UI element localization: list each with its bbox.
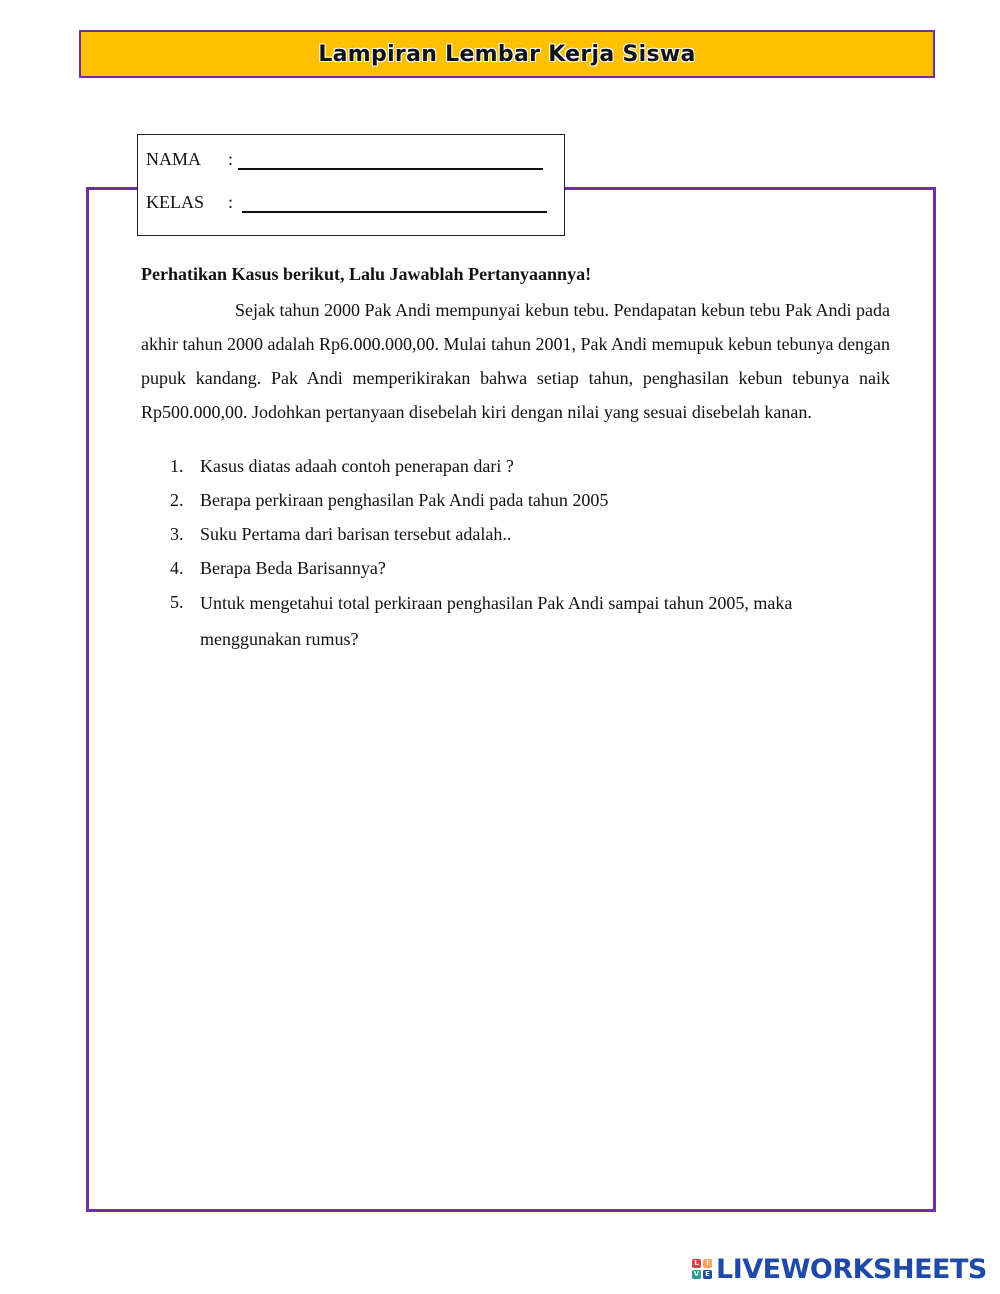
logo-text: LIVEWORKSHEETS <box>716 1253 987 1285</box>
nama-label: NAMA <box>146 149 202 169</box>
nama-row <box>146 149 543 170</box>
logo-mark-v: V <box>693 1270 700 1278</box>
kelas-colon: : <box>228 192 234 212</box>
question-text: Suku Pertama dari barisan tersebut adalah.. <box>200 524 512 544</box>
logo-mark-e: E <box>703 1270 712 1279</box>
question-item <box>141 585 890 657</box>
nama-field[interactable] <box>238 150 543 170</box>
instruction-heading: Perhatikan Kasus berikut, Lalu Jawablah Pertanyaannya! <box>141 264 592 284</box>
nama-colon: : <box>228 149 234 169</box>
question-item <box>141 551 890 585</box>
identity-box <box>137 134 565 236</box>
question-list <box>141 449 890 657</box>
question-number: 5. <box>170 592 184 612</box>
question-number: 4. <box>170 558 184 578</box>
question-text: Untuk mengetahui total perkiraan penghasilan Pak Andi sampai tahun 2005, maka menggunakan rumus? <box>200 593 793 649</box>
question-text: Berapa Beda Barisannya? <box>200 558 386 578</box>
kelas-field[interactable] <box>242 193 547 213</box>
logo-mark-l: L <box>692 1259 701 1268</box>
liveworksheets-logo[interactable] <box>692 1254 987 1284</box>
question-text: Kasus diatas adaah contoh penerapan dari ? <box>200 456 514 476</box>
question-item <box>141 449 890 483</box>
title-banner <box>79 30 935 78</box>
question-number: 1. <box>170 456 184 476</box>
question-number: 3. <box>170 524 184 544</box>
worksheet-content <box>141 264 890 657</box>
question-item <box>141 517 890 551</box>
page-title: Lampiran Lembar Kerja Siswa <box>318 41 696 67</box>
logo-mark-icon <box>692 1259 712 1279</box>
question-number: 2. <box>170 490 184 510</box>
kelas-label: KELAS <box>146 192 204 212</box>
question-text: Berapa perkiraan penghasilan Pak Andi pada tahun 2005 <box>200 490 609 510</box>
case-paragraph: Sejak tahun 2000 Pak Andi mempunyai kebun tebu. Pendapatan kebun tebu Pak Andi pada akhir tahun 2000 adalah Rp6.000.000,00. Mulai tahun 2001, Pak Andi memupuk kebun tebunya dengan pupuk kandang. Pak Andi memperikirakan bahwa setiap tahun, penghasilan kebun tebunya naik Rp500.000,00. Jodohkan pertanyaan disebelah kiri dengan nilai yang sesuai disebelah kanan. <box>141 300 890 422</box>
question-item <box>141 483 890 517</box>
kelas-row <box>146 192 547 213</box>
logo-mark-i: I <box>703 1259 712 1268</box>
